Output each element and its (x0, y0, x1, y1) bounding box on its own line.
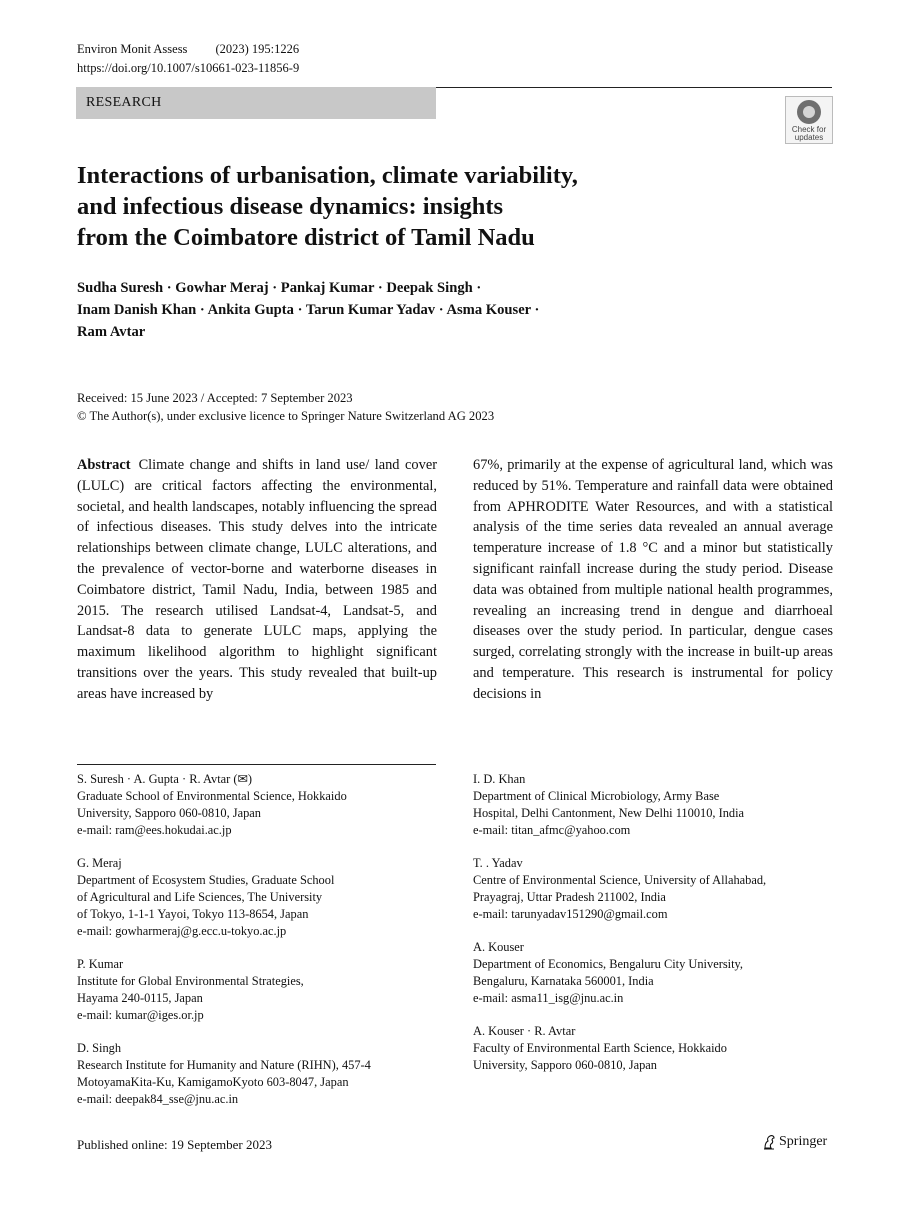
affiliation-email[interactable]: e-mail: gowharmeraj@g.ecc.u-tokyo.ac.jp (77, 924, 287, 938)
published-online: Published online: 19 September 2023 (77, 1137, 272, 1152)
affiliation-address-line: MotoyamaKita-Ku, KamigamoKyoto 603-8047, Japan (77, 1075, 349, 1089)
affiliation-email[interactable]: e-mail: tarunyadav151290@gmail.com (473, 907, 668, 921)
affiliation-names: D. Singh (77, 1041, 122, 1055)
affiliation-names: I. D. Khan (473, 772, 526, 786)
springer-horse-icon (762, 1134, 776, 1150)
affiliation-block (473, 1023, 833, 1074)
affiliation-address-line: Faculty of Environmental Earth Science, Hokkaido (473, 1041, 727, 1055)
affiliation-names: T. . Yadav (473, 856, 523, 870)
author-line[interactable]: Inam Danish Khan · Ankita Gupta · Tarun Kumar Yadav · Asma Kouser · (77, 302, 540, 318)
affiliation-address-line: of Agricultural and Life Sciences, The University (77, 890, 323, 904)
affiliations-right (473, 771, 833, 1090)
affiliation-block (473, 855, 833, 923)
journal-name: Environ Monit Assess (77, 42, 188, 56)
title-line: Interactions of urbanisation, climate variability, (77, 162, 578, 189)
affiliation-email[interactable]: e-mail: titan_afmc@yahoo.com (473, 823, 631, 837)
abstract-right-column (473, 455, 833, 705)
affiliation-email[interactable]: e-mail: deepak84_sse@jnu.ac.in (77, 1092, 239, 1106)
affiliation-address-line: Department of Ecosystem Studies, Graduate School (77, 873, 335, 887)
affiliation-names: P. Kumar (77, 957, 124, 971)
citation: (2023) 195:1226 (215, 42, 300, 56)
publisher-name: Springer (779, 1134, 828, 1149)
publisher-logo (762, 1134, 827, 1150)
title-line: from the Coimbatore district of Tamil Nadu (77, 224, 535, 251)
check-badge-line1: Check for (791, 125, 827, 134)
author-line[interactable]: Ram Avtar (77, 324, 146, 340)
affiliation-email[interactable]: e-mail: asma11_isg@jnu.ac.in (473, 991, 624, 1005)
affiliation-address-line: Graduate School of Environmental Science, Hokkaido (77, 789, 347, 803)
affiliation-address-line: Prayagraj, Uttar Pradesh 211002, India (473, 890, 666, 904)
affiliation-block (77, 855, 437, 940)
affiliations-left (77, 771, 437, 1124)
affiliation-block (77, 956, 437, 1024)
affiliation-address-line: Centre of Environmental Science, University of Allahabad, (473, 873, 767, 887)
check-for-updates-button[interactable] (785, 96, 833, 144)
affiliation-address-line: Department of Clinical Microbiology, Army Base (473, 789, 720, 803)
affiliation-address-line: Research Institute for Humanity and Nature (RIHN), 457-4 (77, 1058, 371, 1072)
doi-link[interactable]: https://doi.org/10.1007/s10661-023-11856-9 (77, 61, 300, 75)
affiliation-block (77, 771, 437, 839)
abstract-text: 67%, primarily at the expense of agricultural land, which was reduced by 51%. Temperature and rainfall data were obtained from APHRODITE Water Resources, and with a statistical analysis of the time series data revealed an annual average temperature increase of 1.8 °C and a minor but statistically significant rainfall increase during the study period. Disease data was obtained from multiple national health programmes, revealing an increasing trend in dengue and diarrhoeal diseases over the study period. In particular, dengue cases surged, correlating strongly with the increase in built-up areas and temperature. This research is instrumental for policy decisions in (473, 457, 833, 702)
article-title (77, 160, 637, 253)
author-line[interactable]: Sudha Suresh · Gowhar Meraj · Pankaj Kumar · Deepak Singh · (77, 280, 482, 296)
author-list (77, 277, 637, 343)
crossmark-icon (797, 100, 821, 124)
affiliation-block (473, 939, 833, 1007)
abstract-left-column (77, 455, 437, 705)
affiliation-email[interactable]: e-mail: kumar@iges.or.jp (77, 1008, 204, 1022)
title-line: and infectious disease dynamics: insights (77, 193, 504, 220)
affiliation-names: A. Kouser · R. Avtar (473, 1024, 576, 1038)
affiliation-address-line: Institute for Global Environmental Strategies, (77, 974, 304, 988)
footnote-rule (77, 764, 436, 765)
article-dates (77, 389, 494, 425)
header-rule (436, 87, 832, 88)
affiliation-block (473, 771, 833, 839)
affiliation-address-line: Bengaluru, Karnataka 560001, India (473, 974, 654, 988)
check-badge-line2: updates (794, 133, 824, 142)
affiliation-address-line: Hospital, Delhi Cantonment, New Delhi 110010, India (473, 806, 745, 820)
affiliation-names: A. Kouser (473, 940, 524, 954)
received-accepted: Received: 15 June 2023 / Accepted: 7 September 2023 (77, 391, 353, 405)
affiliation-address-line: University, Sapporo 060-0810, Japan (77, 806, 261, 820)
abstract-text: Climate change and shifts in land use/ land cover (LULC) are critical factors affecting the environmental, societal, and health landscapes, notably influencing the spread of infectious diseases. This study delves into the intricate relationships between climate change, LULC alterations, and the prevalence of vector-borne and waterborne diseases in Coimbatore district, Tamil Nadu, India, between 1985 and 2015. The research utilised Landsat-4, Landsat-5, and Landsat-8 data to generate LULC maps, applying the maximum likelihood algorithm to highlight significant transitions over the years. This study revealed that built-up areas have increased by (77, 457, 437, 702)
abstract-label: Abstract (77, 457, 131, 473)
affiliation-address-line: University, Sapporo 060-0810, Japan (473, 1058, 657, 1072)
affiliation-address-line: of Tokyo, 1-1-1 Yayoi, Tokyo 113-8654, Japan (77, 907, 309, 921)
affiliation-address-line: Department of Economics, Bengaluru City University, (473, 957, 744, 971)
affiliation-address-line: Hayama 240-0115, Japan (77, 991, 203, 1005)
affiliation-email[interactable]: e-mail: ram@ees.hokudai.ac.jp (77, 823, 232, 837)
affiliation-block (77, 1040, 437, 1108)
copyright-notice: © The Author(s), under exclusive licence to Springer Nature Switzerland AG 2023 (77, 409, 495, 423)
section-label: RESEARCH (76, 87, 436, 119)
journal-header (77, 40, 299, 78)
affiliation-names: S. Suresh · A. Gupta · R. Avtar (✉) (77, 772, 252, 786)
affiliation-names: G. Meraj (77, 856, 122, 870)
